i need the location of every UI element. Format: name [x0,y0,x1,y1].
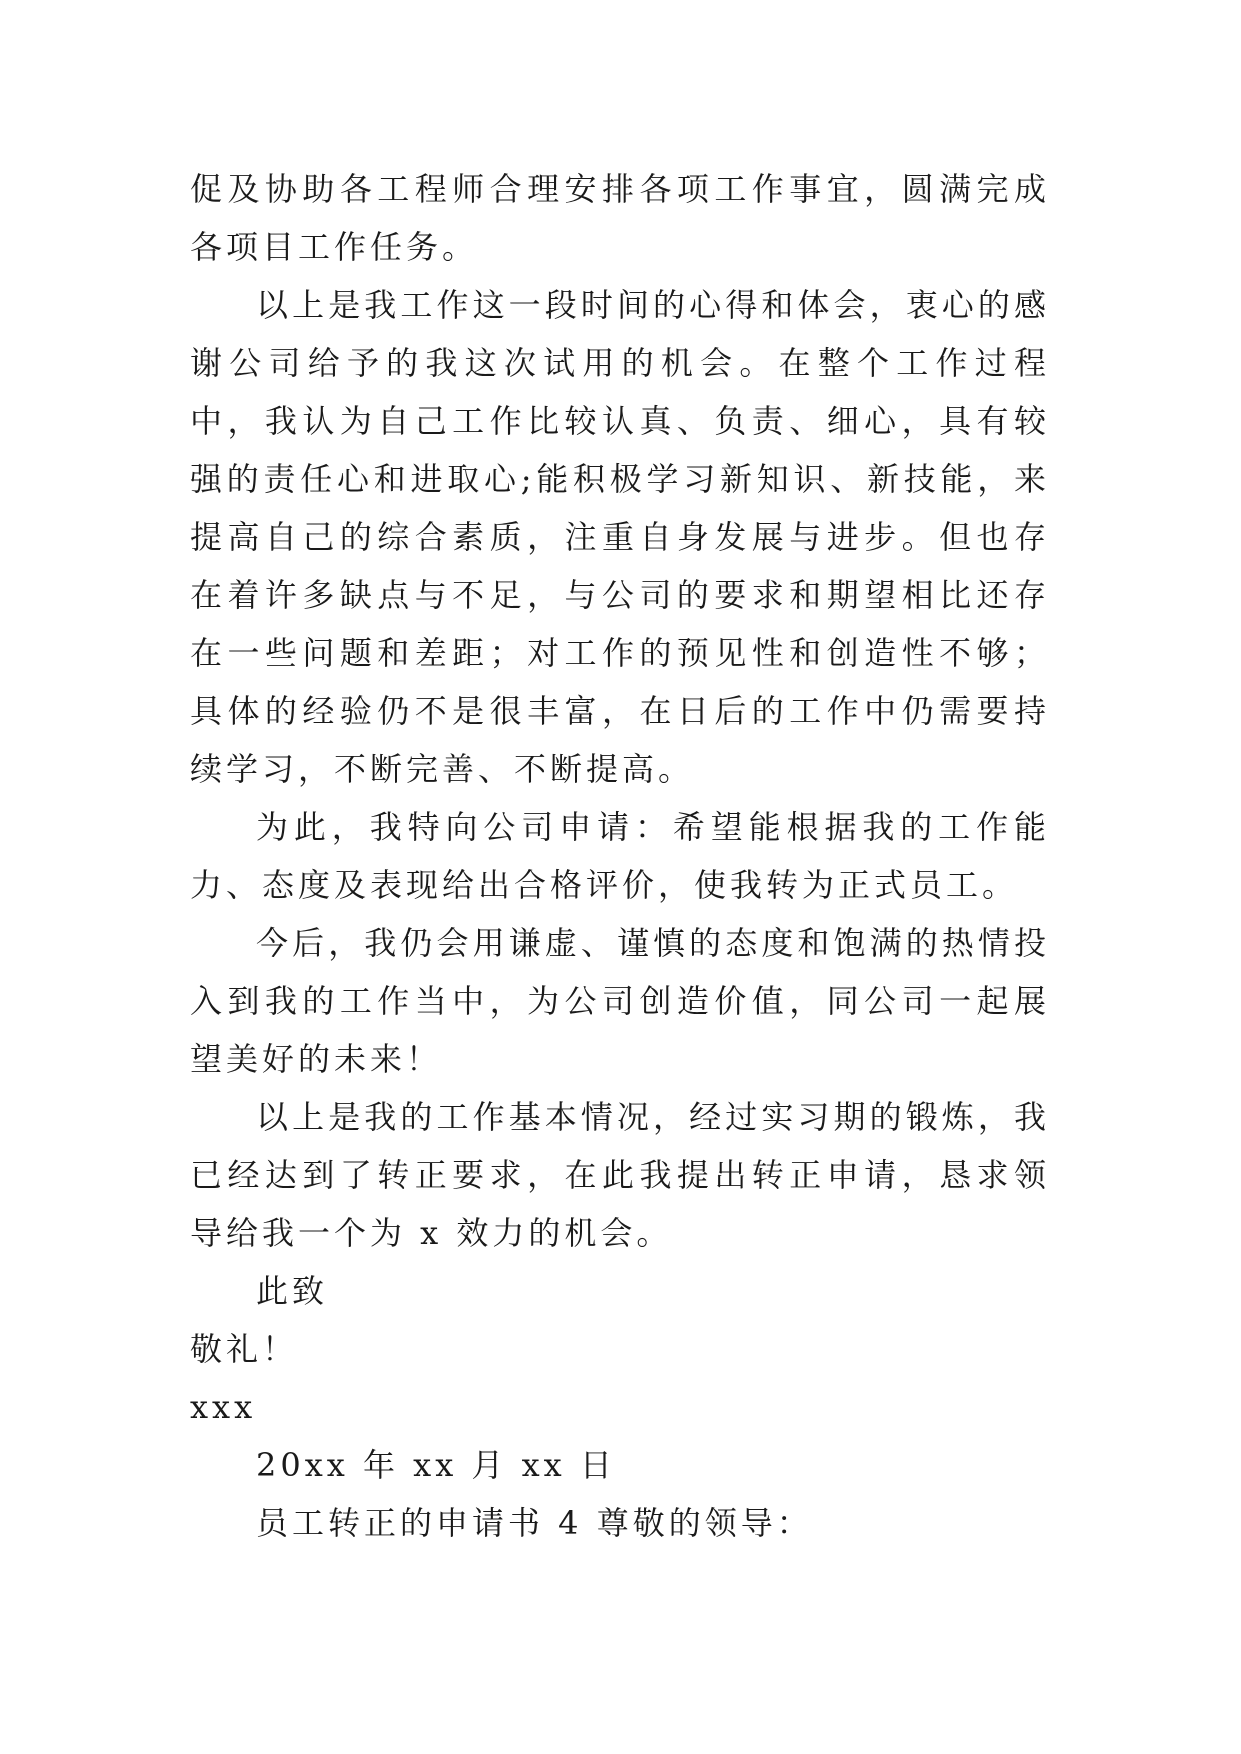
paragraph-continued: 促及协助各工程师合理安排各项工作事宜，圆满完成各项目工作任务。 [190,170,1050,266]
document-body [190,160,1050,1552]
paragraph-summary: 以上是我的工作基本情况，经过实习期的锻炼，我已经达到了转正要求，在此我提出转正申请，恳求领导给我一个为 x 效力的机会。 [190,1098,1050,1252]
paragraph-request: 为此，我特向公司申请：希望能根据我的工作能力、态度及表现给出合格评价，使我转为正式员工。 [190,808,1050,904]
paragraph-future: 今后，我仍会用谦虚、谨慎的态度和饱满的热情投入到我的工作当中，为公司创造价值，同公司一起展望美好的未来！ [190,924,1050,1078]
paragraph-reflection: 以上是我工作这一段时间的心得和体会，衷心的感谢公司给予的我这次试用的机会。在整个工作过程中，我认为自己工作比较认真、负责、细心，具有较强的责任心和进取心;能积极学习新知识、新技能，来提高自己的综合素质，注重自身发展与进步。但也存在着许多缺点与不足，与公司的要求和期望相比还存在一些问题和差距；对工作的预见性和创造性不够；具体的经验仍不是很丰富，在日后的工作中仍需要持续学习，不断完善、不断提高。 [190,286,1050,788]
salutation-text: 敬礼！ [190,1330,299,1368]
closing-text: 此致 [256,1272,329,1310]
date-text: 20xx 年 xx 月 xx 日 [256,1446,616,1484]
signature-text: xxx [190,1388,257,1426]
next-letter-heading: 员工转正的申请书 4 尊敬的领导： [256,1504,813,1542]
